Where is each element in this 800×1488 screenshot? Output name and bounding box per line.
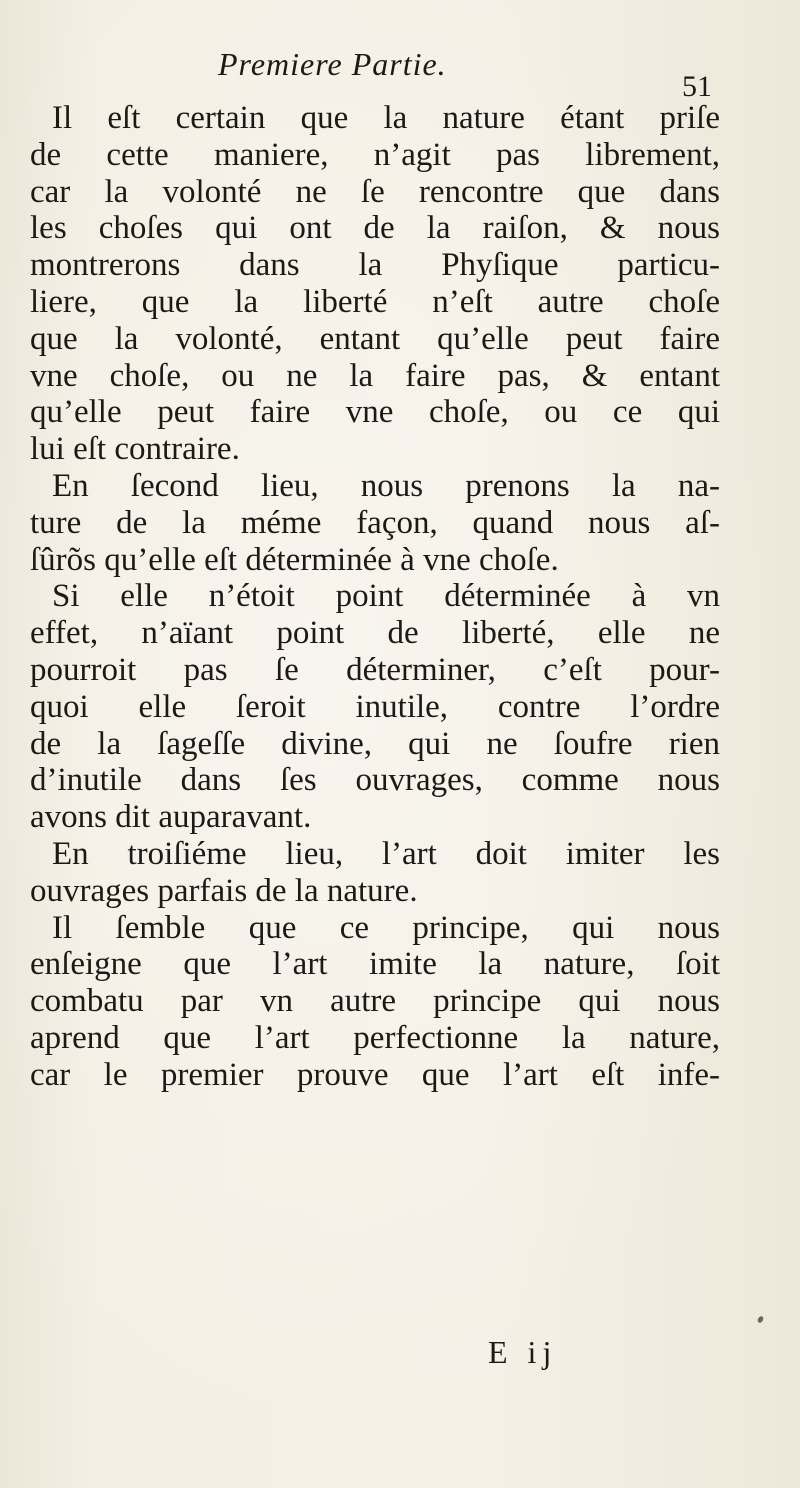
- ink-speck: [757, 1315, 765, 1324]
- body-text: [30, 100, 720, 1094]
- text-line: ture de la méme façon, quand nous aſ-: [30, 504, 720, 541]
- text-line: avons dit auparavant.: [30, 799, 312, 836]
- text-line: d’inutile dans ſes ouvrages, comme nous: [30, 762, 720, 799]
- text-line: qu’elle peut faire vne choſe, ou ce qui: [30, 394, 720, 431]
- signature-mark: E ij: [488, 1334, 558, 1370]
- text-line: de la ſageſſe divine, qui ne ſoufre rien: [30, 725, 720, 762]
- text-line: combatu par vn autre principe qui nous: [30, 983, 720, 1020]
- text-line: Il eſt certain que la nature étant priſe: [52, 100, 720, 136]
- text-line: ouvrages parfais de la nature.: [30, 872, 418, 909]
- page-header: [0, 46, 800, 103]
- text-line: les choſes qui ont de la raiſon, & nous: [30, 210, 720, 247]
- text-line: quoi elle ſeroit inutile, contre l’ordre: [30, 688, 720, 725]
- text-line: Si elle n’étoit point déterminée à vn: [52, 578, 720, 615]
- running-title: Premiere Partie.: [218, 46, 447, 82]
- text-line: liere, que la liberté n’eſt autre choſe: [30, 283, 720, 320]
- text-line: que la volonté, entant qu’elle peut faire: [30, 320, 720, 357]
- text-line: lui eſt contraire.: [30, 431, 240, 468]
- text-line: aprend que l’art perfectionne la nature,: [30, 1019, 720, 1056]
- text-line: de cette maniere, n’agit pas librement,: [30, 136, 720, 173]
- text-line: En ſecond lieu, nous prenons la na-: [52, 467, 720, 504]
- text-line: Il ſemble que ce principe, qui nous: [52, 909, 720, 946]
- text-line: vne choſe, ou ne la faire pas, & entant: [30, 357, 720, 394]
- text-line: effet, n’aïant point de liberté, elle ne: [30, 615, 720, 652]
- text-line: pourroit pas ſe déterminer, c’eſt pour-: [30, 651, 720, 688]
- text-line: En troiſiéme lieu, l’art doit imiter les: [52, 835, 720, 872]
- text-line: car le premier prouve que l’art eſt infe-: [30, 1056, 720, 1093]
- text-line: ſûrõs qu’elle eſt déterminée à vne choſe.: [30, 541, 559, 578]
- text-line: car la volonté ne ſe rencontre que dans: [30, 173, 720, 210]
- page-number: 51: [682, 70, 712, 103]
- text-line: montrerons dans la Phyſique particu-: [30, 247, 720, 284]
- text-line: enſeigne que l’art imite la nature, ſoit: [30, 946, 720, 983]
